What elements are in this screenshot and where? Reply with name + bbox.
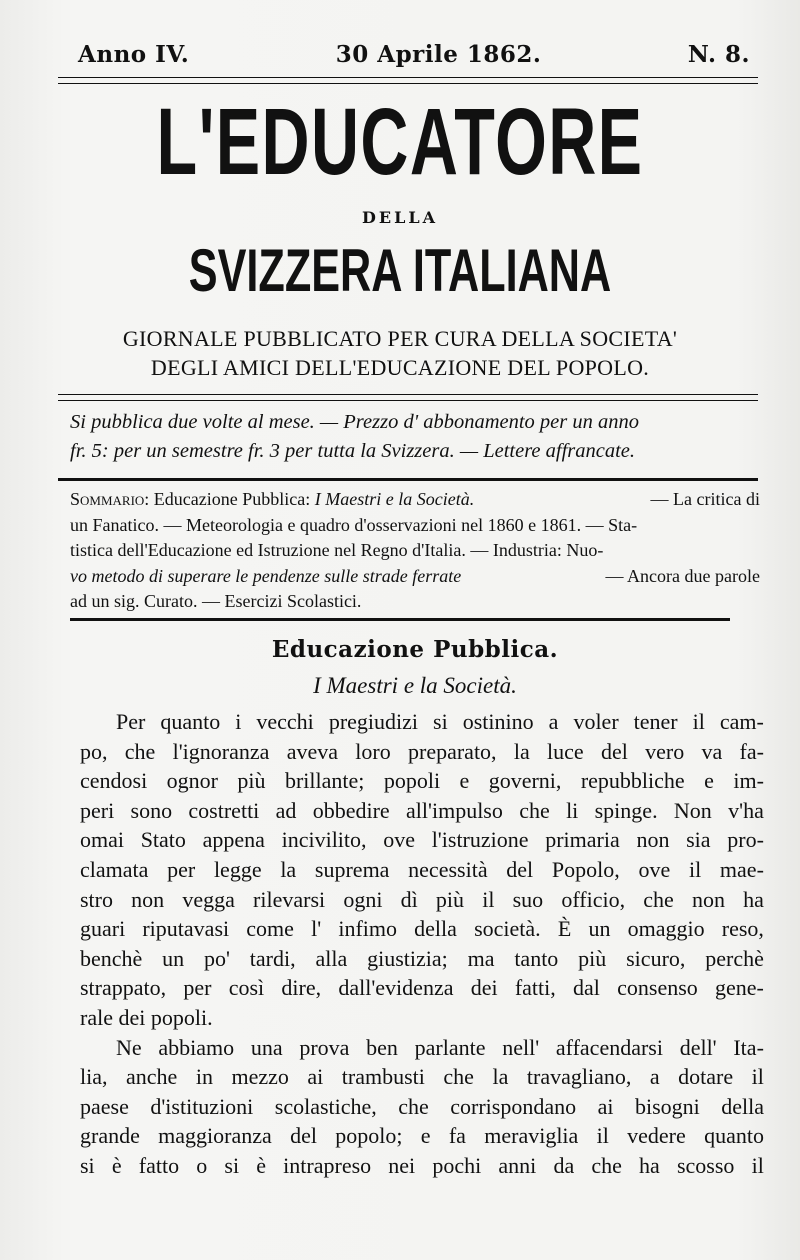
article-line: lia, anche in mezzo ai trambusti che la travagliano, a dotare il — [80, 1064, 764, 1090]
article-body — [80, 707, 764, 1181]
summary-rule — [70, 618, 730, 621]
article-line: clamata per legge la suprema necessità del Popolo, ove il mae- — [80, 856, 764, 882]
article-line: po, che l'ignoranza aveva loro preparato, la luce del vero va fa- — [80, 738, 764, 764]
summary-line-5: ad un sig. Curato. — Esercizi Scolastici. — [70, 591, 362, 611]
newspaper-subtitle: SVIZZERA ITALIANA — [188, 237, 612, 304]
summary-line-2: un Fanatico. — Meteorologia e quadro d'osservazioni nel 1860 e 1861. — Sta- — [70, 514, 638, 535]
summary-line-1-end: — La critica di — [650, 489, 760, 509]
article-line: benchè un po' tardi, alla giustizia; ma tanto più sicuro, perchè — [80, 945, 764, 971]
article-line: rale dei popoli. — [80, 1004, 213, 1030]
publication-info-line-2: fr. 5: per un semestre fr. 3 per tutta la Svizzera. — Lettere affrancate. — [70, 440, 636, 462]
header-rule-top — [58, 77, 758, 78]
description-line-2: DEGLI AMICI DELL'EDUCAZIONE DEL POPOLO. — [150, 355, 650, 380]
title-della: DELLA — [362, 208, 438, 227]
newspaper-title: L'EDUCATORE — [156, 89, 644, 195]
summary-block — [70, 487, 760, 615]
volume-label: Anno IV. — [78, 40, 190, 68]
summary-line-4 — [70, 564, 760, 590]
summary-line-3: tistica dell'Educazione ed Istruzione nel Regno d'Italia. — Industria: Nuo- — [70, 540, 604, 560]
masthead-rule-bottom — [58, 400, 758, 401]
article-title: I Maestri e la Società. — [313, 673, 517, 698]
summary-label: Sommario: — [70, 489, 150, 509]
masthead-rule-top — [58, 394, 758, 395]
masthead-header-row — [78, 36, 750, 72]
article-line: Ne abbiamo una prova ben parlante nell' affacendarsi dell' Ita- — [116, 1034, 764, 1060]
article-line: si è fatto o si è intrapreso nei pochi anni da che ha scosso il — [80, 1152, 764, 1178]
section-title: Educazione Pubblica. — [271, 636, 559, 663]
article-line: paese d'istituzioni scolastiche, che corrispondano ai bisogni della — [80, 1093, 764, 1119]
summary-line-1 — [70, 487, 760, 513]
article-line: guari riputavasi come l' infimo della società. È un omaggio reso, — [80, 916, 764, 942]
article-line: Per quanto i vecchi pregiudizi si ostinino a voler tener il cam- — [116, 709, 764, 734]
article-line: cendosi ognor più brillante; popoli e governi, repubbliche e im- — [80, 768, 764, 794]
summary-line-4-italic: vo metodo di superare le pendenze sulle strade ferrate — [70, 565, 462, 586]
issue-date: 30 Aprile 1862. — [335, 40, 542, 68]
publication-info-line-1: Si pubblica due volte al mese. — Prezzo d' abbonamento per un anno — [70, 411, 640, 433]
article-line: stro non vegga rilevarsi ogni dì più il suo officio, che non ha — [80, 886, 764, 912]
article-line: grande maggioranza del popolo; e fa meraviglia il vedere quanto — [80, 1123, 764, 1149]
summary-line-1-text: Educazione Pubblica: — [153, 489, 315, 509]
publication-rule — [58, 478, 758, 481]
header-rule-bottom — [58, 83, 758, 84]
summary-line-4-end: — Ancora due parole — [605, 565, 760, 586]
article-line: peri sono costretti ad obbedire all'impulso che li spinge. Non v'ha — [80, 797, 764, 823]
article-line: strappato, per così dire, dall'evidenza dei fatti, dal consenso gene- — [80, 975, 764, 1001]
article-line: omai Stato appena incivilito, ove l'istruzione primaria non sia pro- — [80, 827, 764, 853]
summary-line-1-italic: I Maestri e la Società. — [314, 489, 475, 509]
description-line-1: GIORNALE PUBBLICATO PER CURA DELLA SOCIETA' — [122, 326, 678, 351]
issue-number: N. 8. — [687, 40, 750, 68]
